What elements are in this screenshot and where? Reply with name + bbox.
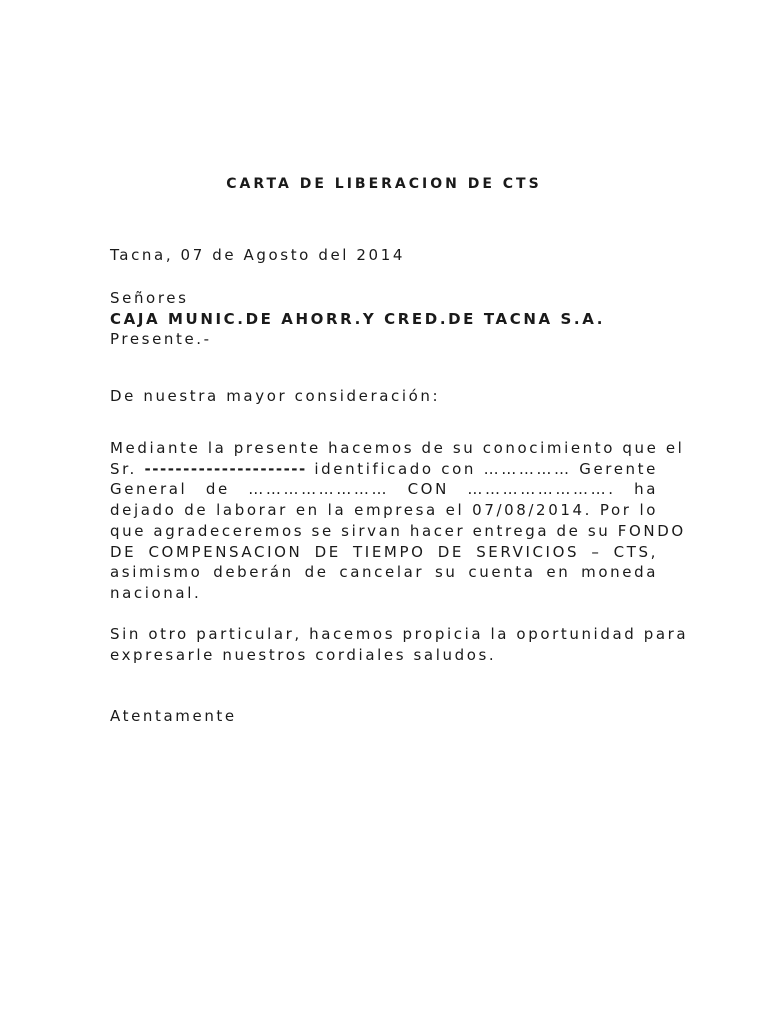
- body-line-identification: [110, 459, 658, 480]
- letter-title: CARTA DE LIBERACION DE CTS: [226, 176, 542, 192]
- body-line: dejado de laborar en la empresa el 07/08/2014. Por lo: [110, 501, 658, 520]
- body-line: General de …………………… CON ……………………. ha: [110, 480, 658, 499]
- closing-paragraph: [110, 624, 689, 665]
- closing-line: expresarle nuestros cordiales saludos.: [110, 645, 497, 664]
- name-blank: ---------------------: [144, 459, 307, 478]
- body-line: nacional.: [110, 583, 202, 602]
- signoff: Atentamente: [110, 707, 237, 725]
- place-date: Tacna, 07 de Agosto del 2014: [110, 246, 405, 264]
- closing-line: Sin otro particular, hacemos propicia la oportunidad para: [110, 625, 689, 643]
- sr-label: Sr.: [110, 459, 137, 478]
- body-line: Mediante la presente hacemos de su conocimiento que el: [110, 439, 685, 457]
- body-paragraph: [110, 438, 686, 604]
- greeting: De nuestra mayor consideración:: [110, 387, 441, 405]
- recipient-name: CAJA MUNIC.DE AHORR.Y CRED.DE TACNA S.A.: [110, 310, 606, 328]
- salutation: Señores: [110, 289, 189, 307]
- body-line: asimismo deberán de cancelar su cuenta en moneda: [110, 563, 658, 582]
- body-line: DE COMPENSACION DE TIEMPO DE SERVICIOS – CTS,: [110, 542, 658, 561]
- body-line: que agradeceremos se sirvan hacer entrega de su FONDO: [110, 521, 686, 540]
- presente-text: Presente.-: [110, 330, 212, 348]
- identification-text: identificado con …………… Gerente: [314, 459, 658, 478]
